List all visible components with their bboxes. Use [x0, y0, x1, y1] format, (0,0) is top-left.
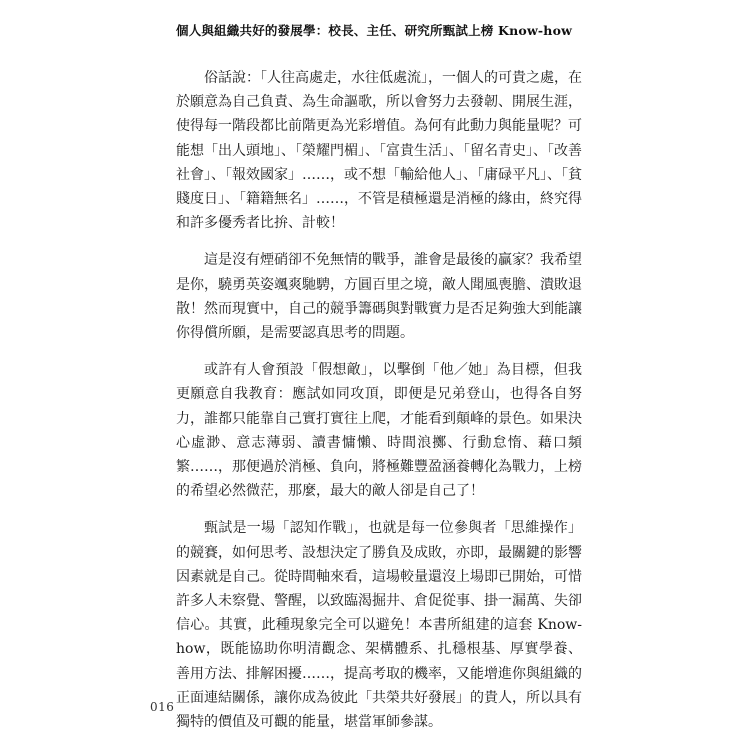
page-number: 016 — [150, 700, 175, 714]
running-header: 個人與組織共好的發展學：校長、主任、研究所甄試上榜 Know-how — [176, 23, 573, 38]
body-text — [176, 66, 582, 747]
paragraph-1: 俗話說：「人往高處走，水往低處流」，一個人的可貴之處，在於願意為自己負責、為生命謳歌，所以會努力去發韌、開展生涯，使得每一階段都比前階更為光彩增值。為何有此動力與能量呢？可能想「出人頭地」、「榮耀門楣」、「富貴生活」、「留名青史」、「改善社會」、「報效國家」……，或不想「輸給他人」、「庸碌平凡」、「貧賤度日」、「籍籍無名」……，不管是積極還是消極的緣由，終究得和許多優秀者比拚、計較！ — [176, 70, 582, 232]
paragraph-2: 這是沒有煙硝卻不免無情的戰爭，誰會是最後的贏家？我希望是你，驍勇英姿颯爽馳騁，方圓百里之境，敵人聞風喪膽、潰敗退散！然而現實中，自己的競爭籌碼與對戰實力是否足夠強大到能讓你得償所願，是需要認真思考的問題。 — [176, 252, 582, 342]
paragraph-3: 或許有人會預設「假想敵」，以擊倒「他／她」為目標，但我更願意自我教育：應試如同攻頂，即便是兄弟登山，也得各自努力，誰都只能靠自己實打實往上爬，才能看到顛峰的景色。如果決心虛渺、意志薄弱、讀書慵懶、時間浪擲、行動怠惰、藉口頻繁……，那便過於消極、負向，將極難豐盈涵養轉化為戰力，上榜的希望必然微茫，那麼，最大的敵人卻是自己了！ — [176, 362, 582, 500]
paragraph-4: 甄試是一場「認知作戰」，也就是每一位參與者「思維操作」的競賽，如何思考、設想決定了勝負及成敗，亦即，最關鍵的影響因素就是自己。從時間軸來看，這場較量還沒上場即已開始，可惜許多人未察覺、警醒，以致臨渴掘井、倉促從事、掛一漏萬、失卻信心。其實，此種現象完全可以避免！本書所組建的這套 Know-how，既能協助你明清觀念、架構體系、扎穩根基、厚實學養、善用方法、排解困擾……，提高考取的機率，又能增進你與組織的正面連結關係，讓你成為彼此「共榮共好發展」的貴人，所以具有獨特的價值及可觀的能量，堪當軍師參謀。 — [176, 520, 582, 731]
